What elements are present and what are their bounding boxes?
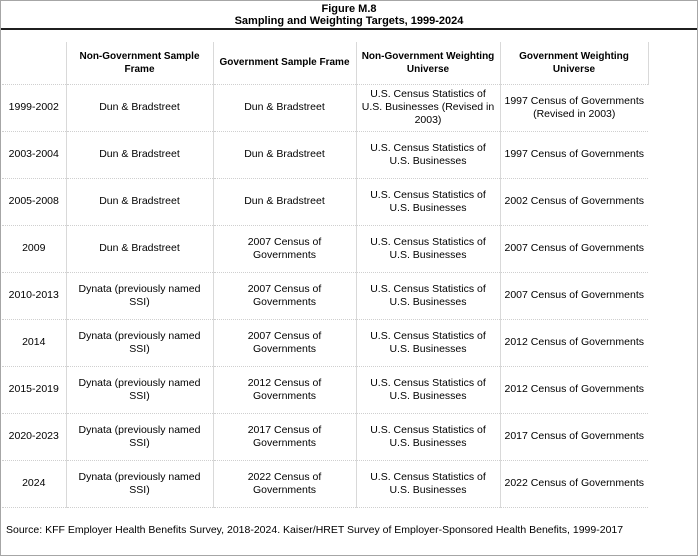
cell-gov-sample-frame: Dun & Bradstreet xyxy=(213,131,356,178)
cell-non-gov-weighting-universe: U.S. Census Statistics of U.S. Businesses xyxy=(356,413,500,460)
cell-period: 2009 xyxy=(2,225,66,272)
table-row xyxy=(2,319,648,366)
figure-number: Figure M.8 xyxy=(321,3,377,15)
cell-gov-sample-frame: 2012 Census of Governments xyxy=(213,366,356,413)
table-row xyxy=(2,225,648,272)
source-note: Source: KFF Employer Health Benefits Survey, 2018-2024. Kaiser/HRET Survey of Employer-Sponsored Health Benefits, 1999-2017 xyxy=(6,523,624,536)
header-non-gov-sample-frame: Non-Government Sample Frame xyxy=(66,42,213,84)
cell-gov-sample-frame: 2007 Census of Governments xyxy=(213,272,356,319)
table-row xyxy=(2,84,648,131)
cell-gov-sample-frame: 2007 Census of Governments xyxy=(213,319,356,366)
cell-period: 2024 xyxy=(2,460,66,507)
cell-gov-weighting-universe: 2002 Census of Governments xyxy=(500,178,648,225)
cell-gov-weighting-universe: 1997 Census of Governments xyxy=(500,131,648,178)
cell-period: 2005-2008 xyxy=(2,178,66,225)
header-period xyxy=(2,42,66,84)
cell-period: 2015-2019 xyxy=(2,366,66,413)
cell-non-gov-sample-frame: Dynata (previously named SSI) xyxy=(66,272,213,319)
cell-non-gov-weighting-universe: U.S. Census Statistics of U.S. Businesses (Revised in 2003) xyxy=(356,84,500,131)
figure-title xyxy=(1,1,697,27)
cell-non-gov-weighting-universe: U.S. Census Statistics of U.S. Businesses xyxy=(356,178,500,225)
cell-gov-weighting-universe: 2017 Census of Governments xyxy=(500,413,648,460)
cell-non-gov-sample-frame: Dynata (previously named SSI) xyxy=(66,366,213,413)
table-row xyxy=(2,178,648,225)
sampling-weighting-table xyxy=(2,42,649,508)
cell-non-gov-sample-frame: Dun & Bradstreet xyxy=(66,131,213,178)
cell-gov-weighting-universe: 2007 Census of Governments xyxy=(500,225,648,272)
cell-gov-sample-frame: 2007 Census of Governments xyxy=(213,225,356,272)
cell-gov-sample-frame: 2022 Census of Governments xyxy=(213,460,356,507)
table-row xyxy=(2,413,648,460)
cell-non-gov-weighting-universe: U.S. Census Statistics of U.S. Businesses xyxy=(356,131,500,178)
cell-period: 2003-2004 xyxy=(2,131,66,178)
cell-non-gov-sample-frame: Dun & Bradstreet xyxy=(66,84,213,131)
cell-non-gov-sample-frame: Dynata (previously named SSI) xyxy=(66,413,213,460)
cell-non-gov-sample-frame: Dun & Bradstreet xyxy=(66,178,213,225)
header-gov-sample-frame: Government Sample Frame xyxy=(213,42,356,84)
cell-non-gov-sample-frame: Dun & Bradstreet xyxy=(66,225,213,272)
cell-gov-weighting-universe: 1997 Census of Governments (Revised in 2003) xyxy=(500,84,648,131)
cell-period: 2014 xyxy=(2,319,66,366)
table-row xyxy=(2,460,648,507)
cell-gov-sample-frame: Dun & Bradstreet xyxy=(213,84,356,131)
table-row xyxy=(2,131,648,178)
table-row xyxy=(2,366,648,413)
cell-non-gov-weighting-universe: U.S. Census Statistics of U.S. Businesses xyxy=(356,460,500,507)
cell-gov-weighting-universe: 2007 Census of Governments xyxy=(500,272,648,319)
table-header-row xyxy=(2,42,648,84)
title-rule xyxy=(1,28,697,30)
figure-subtitle: Sampling and Weighting Targets, 1999-2024 xyxy=(234,15,464,27)
cell-non-gov-sample-frame: Dynata (previously named SSI) xyxy=(66,460,213,507)
table-row xyxy=(2,272,648,319)
cell-non-gov-weighting-universe: U.S. Census Statistics of U.S. Businesses xyxy=(356,366,500,413)
cell-non-gov-weighting-universe: U.S. Census Statistics of U.S. Businesses xyxy=(356,272,500,319)
cell-period: 1999-2002 xyxy=(2,84,66,131)
cell-gov-weighting-universe: 2012 Census of Governments xyxy=(500,366,648,413)
cell-gov-weighting-universe: 2022 Census of Governments xyxy=(500,460,648,507)
header-gov-weighting-universe: Government Weighting Universe xyxy=(500,42,648,84)
cell-gov-sample-frame: 2017 Census of Governments xyxy=(213,413,356,460)
cell-non-gov-sample-frame: Dynata (previously named SSI) xyxy=(66,319,213,366)
cell-gov-sample-frame: Dun & Bradstreet xyxy=(213,178,356,225)
header-non-gov-weighting-universe: Non-Government Weighting Universe xyxy=(356,42,500,84)
cell-gov-weighting-universe: 2012 Census of Governments xyxy=(500,319,648,366)
cell-period: 2010-2013 xyxy=(2,272,66,319)
cell-non-gov-weighting-universe: U.S. Census Statistics of U.S. Businesses xyxy=(356,319,500,366)
cell-period: 2020-2023 xyxy=(2,413,66,460)
cell-non-gov-weighting-universe: U.S. Census Statistics of U.S. Businesses xyxy=(356,225,500,272)
